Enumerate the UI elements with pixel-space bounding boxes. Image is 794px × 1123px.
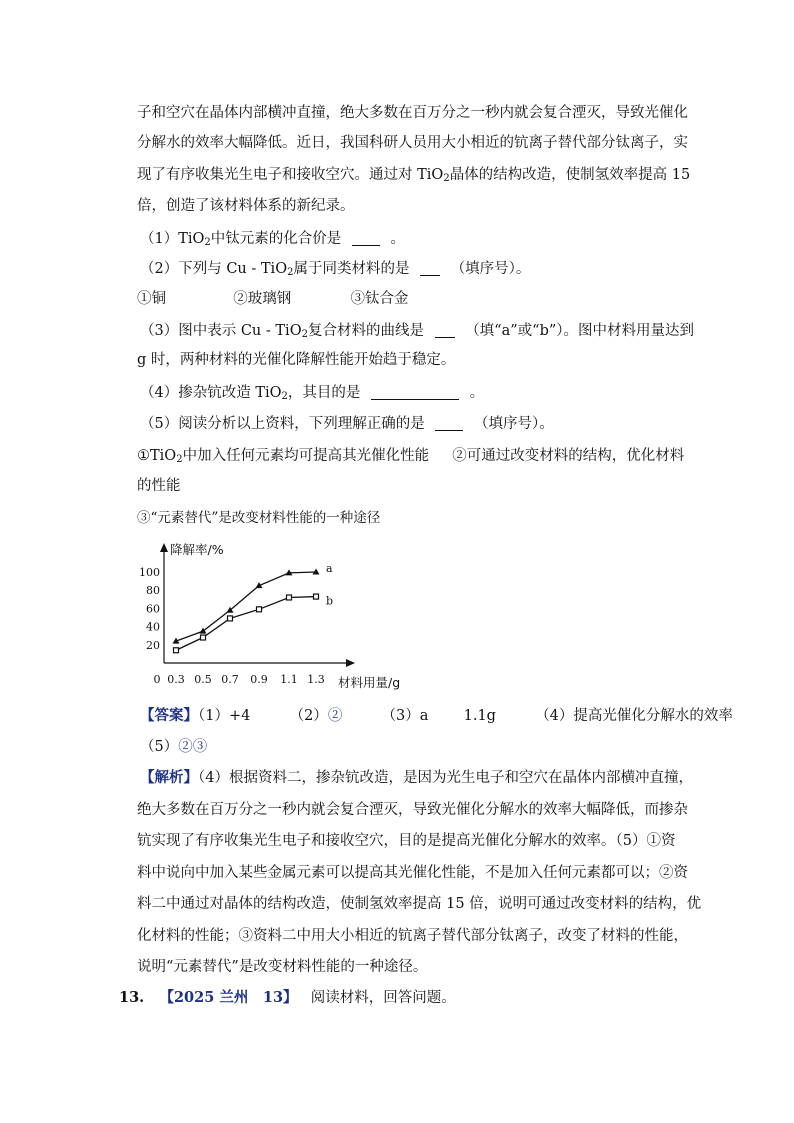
x-axis-arrow — [346, 659, 355, 667]
y-tick-label: 100 — [139, 566, 160, 579]
series-b-point — [228, 616, 233, 621]
analysis-line-1: 【解析】（4）根据资料二，掺杂钪改造，是因为光生电子和空穴在晶体内部横冲直撞， — [140, 769, 693, 786]
x-axis-label: 材料用量/g — [338, 675, 401, 690]
question-3-cont: g 时，两种材料的光催化降解性能开始趋于稳定。 — [137, 352, 456, 368]
analysis-line-2: 绝大多数在百万分之一秒内就会复合湮灭，导致光催化分解水的效率大幅降低，而掺杂 — [137, 802, 688, 818]
answer-blank-5[interactable] — [435, 416, 463, 431]
x-tick-label: 1.3 — [307, 673, 325, 686]
y-tick-label: 80 — [146, 584, 160, 598]
y-axis-arrow — [160, 543, 168, 552]
series-b-label: b — [326, 594, 334, 608]
answer-5: ②③ — [178, 739, 208, 755]
question-source: 【2025 兰州 13】 — [159, 989, 298, 1006]
degradation-chart — [140, 538, 430, 698]
answer-blank-3[interactable] — [435, 323, 455, 338]
x-tick-label: 0.9 — [250, 673, 268, 686]
option-copper: ①铜 — [137, 291, 166, 307]
question-text: 阅读材料，回答问题。 — [310, 990, 456, 1006]
question-5: （5）阅读分析以上资料，下列理解正确的是 （填序号）。 — [140, 416, 554, 432]
question-number: 13. — [119, 989, 145, 1006]
answer-line-2 — [140, 737, 207, 757]
x-tick-label: 0 — [153, 673, 161, 686]
analysis-line-5: 料二中通过对晶体的结构改造，使制氢效率提高 15 倍，说明可通过改变材料的结构，优 — [137, 896, 702, 912]
answer-3-value: 1.1g — [463, 708, 496, 724]
answer-blank-4[interactable] — [371, 385, 459, 400]
answer-line-1 — [140, 706, 733, 726]
series-b-point — [314, 594, 319, 599]
y-tick-label: 40 — [146, 620, 160, 634]
answer-4: （4）提高光催化分解水的效率 — [535, 708, 733, 724]
chart-svg — [140, 538, 430, 698]
option-1: ①TiO$_2$中加入任何元素均可提高其光催化性能 — [137, 448, 430, 465]
question-1: （1）TiO$_2$中钛元素的化合价是 。 — [140, 231, 406, 248]
question-4: （4）掺杂钪改造 TiO$_2$，其目的是 。 — [140, 385, 485, 402]
passage-line-3: 现了有序收集光生电子和接收空穴。通过对 TiO$_2$晶体的结构改造，使制氢效率提高 15 — [137, 167, 691, 184]
analysis-line-7: 说明“元素替代”是改变材料性能的一种途径。 — [137, 959, 428, 975]
series-b-point — [174, 648, 179, 653]
passage-line-2: 分解水的效率大幅降低。近日，我国科研人员用大小相近的钪离子替代部分钛离子，实 — [137, 135, 688, 151]
question-2-options — [137, 289, 408, 309]
y-axis-label: 降解率/% — [170, 542, 224, 557]
analysis-line-6: 化材料的性能；③资料二中用大小相近的钪离子替代部分钛离子，改变了材料的性能， — [137, 928, 688, 944]
question-2: （2）下列与 Cu - TiO$_2$属于同类材料的是 （填序号）。 — [140, 261, 531, 278]
option-2: ②可通过改变材料的结构，优化材料 — [452, 448, 685, 464]
analysis-label: 【解析】 — [140, 769, 198, 786]
option-titanium-alloy: ③钛合金 — [350, 291, 409, 307]
next-question — [119, 988, 456, 1008]
series-b-line — [176, 597, 316, 651]
series-b-point — [201, 635, 206, 640]
question-3: （3）图中表示 Cu - TiO$_2$复合材料的曲线是 （填“a”或“b”）。图中材料用量达到 — [140, 323, 695, 340]
series-a-label: a — [326, 562, 333, 575]
passage-line-1: 子和空穴在晶体内部横冲直撞，绝大多数在百万分之一秒内就会复合湮灭，导致光催化 — [137, 105, 688, 121]
answer-5-label: （5） — [140, 739, 179, 755]
x-tick-label: 0.3 — [167, 673, 185, 686]
answer-blank-2[interactable] — [420, 261, 440, 276]
option-fiberglass: ②玻璃钢 — [233, 291, 292, 307]
y-tick-label: 60 — [146, 602, 160, 616]
answer-1: （1）+4 — [198, 708, 251, 724]
series-b-point — [287, 595, 292, 600]
question-5-options — [137, 446, 684, 466]
passage-line-4: 倍，创造了该材料体系的新纪录。 — [137, 198, 355, 214]
answer-blank-1[interactable] — [352, 231, 380, 246]
x-tick-label: 0.5 — [194, 673, 212, 686]
x-tick-label: 0.7 — [221, 673, 239, 686]
series-a-line — [176, 572, 316, 641]
answer-2-label: （2） — [289, 708, 328, 724]
answer-label: 【答案】 — [140, 707, 198, 724]
series-b-point — [257, 607, 262, 612]
option-2-cont: 的性能 — [137, 478, 181, 494]
option-3: ③“元素替代”是改变材料性能的一种途径 — [137, 510, 381, 526]
analysis-line-4: 料中说向中加入某些金属元素可以提高其光催化性能，不是加入任何元素都可以；②资 — [137, 865, 688, 881]
answer-3-label: （3）a — [381, 708, 429, 724]
analysis-line-3: 钪实现了有序收集光生电子和接收空穴，目的是提高光催化分解水的效率。（5）①资 — [137, 833, 676, 849]
x-tick-label: 1.1 — [280, 673, 298, 686]
answer-2: ② — [327, 708, 343, 724]
y-tick-label: 20 — [146, 638, 160, 652]
